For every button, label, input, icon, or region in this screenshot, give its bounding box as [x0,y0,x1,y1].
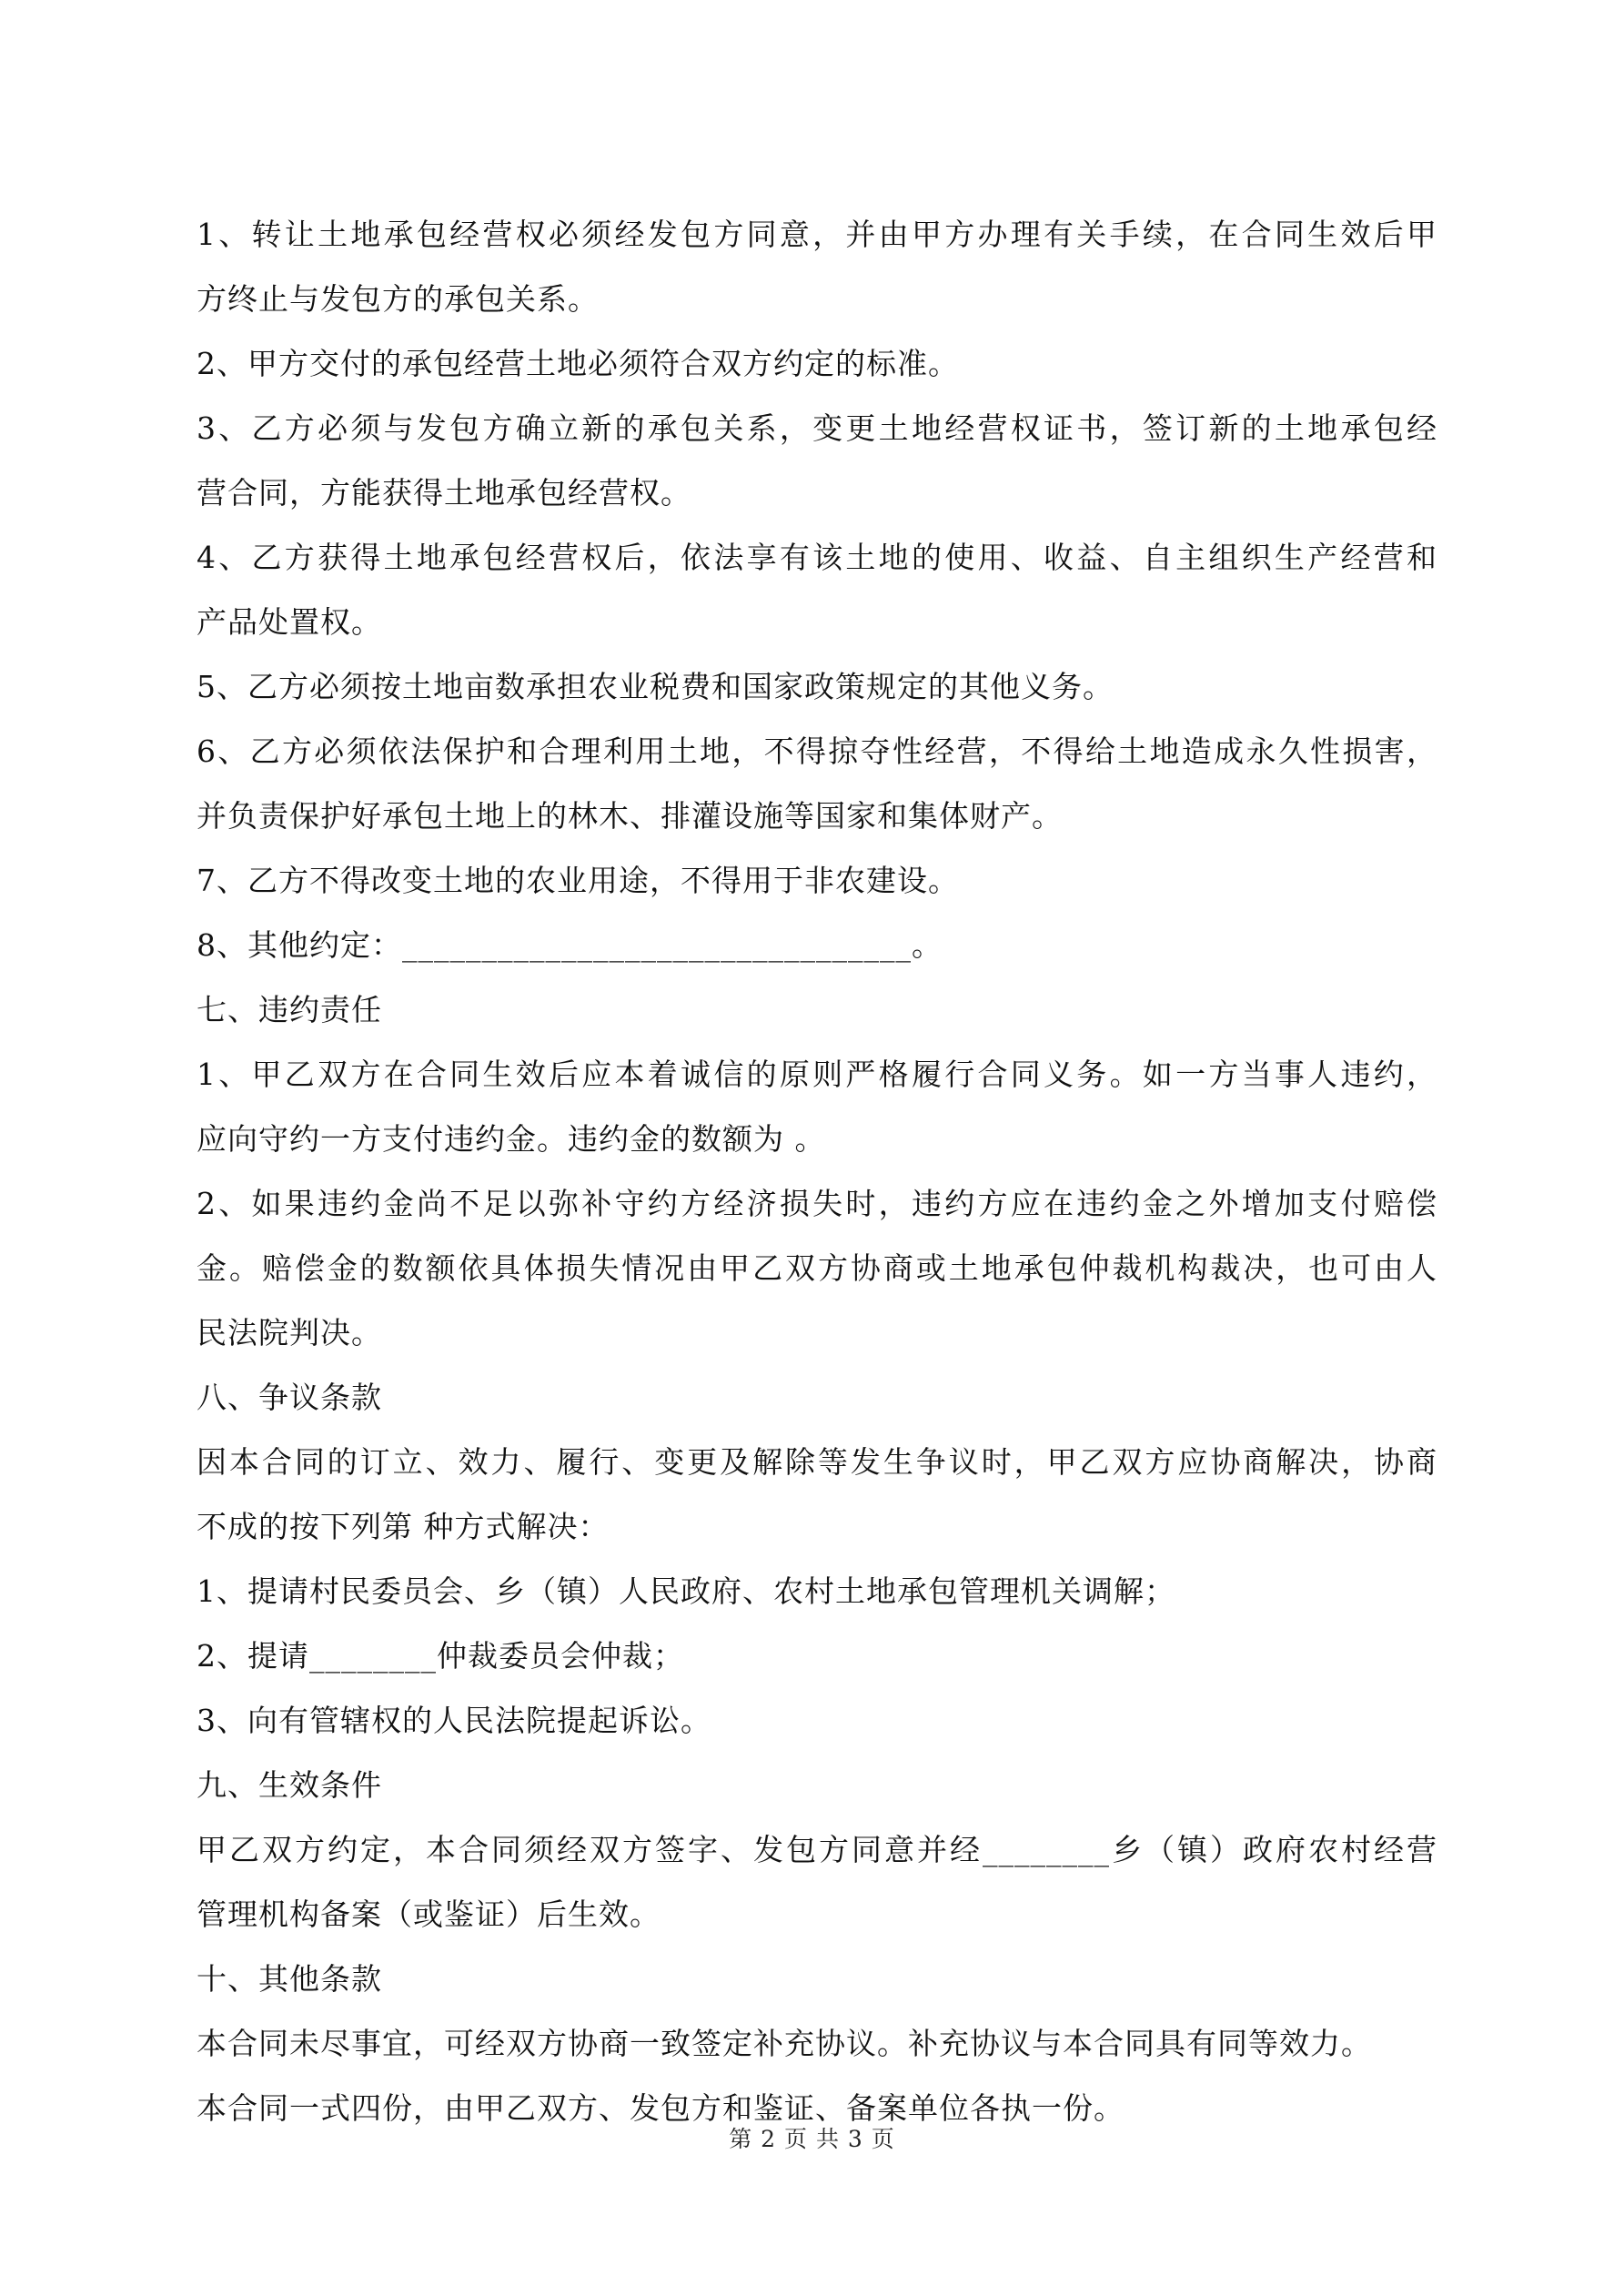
body-line: 民法院判决。 [197,1315,382,1350]
body-line: 2、如果违约金尚不足以弥补守约方经济损失时，违约方应在违约金之外增加支付赔偿 [197,1186,1437,1221]
body-line: 2、甲方交付的承包经营土地必须符合双方约定的标准。 [197,346,959,381]
body-line: 本合同一式四份，由甲乙双方、发包方和鉴证、备案单位各执一份。 [197,2090,1125,2126]
section-heading: 八、争议条款 [197,1380,382,1415]
body-line: 产品处置权。 [197,604,382,640]
body-line: 1、提请村民委员会、乡（镇）人民政府、农村土地承包管理机关调解； [197,1573,1175,1609]
body-line: 管理机构备案（或鉴证）后生效。 [197,1896,661,1932]
body-line: 不成的按下列第 种方式解决： [197,1509,610,1544]
body-line: 1、转让土地承包经营权必须经发包方同意，并由甲方办理有关手续，在合同生效后甲 [197,217,1437,252]
body-line: 金。赔偿金的数额依具体损失情况由甲乙双方协商或土地承包仲裁机构裁决，也可由人 [197,1250,1437,1286]
body-line: 8、其他约定：________________________________。 [197,927,943,963]
body-line: 6、乙方必须依法保护和合理利用土地，不得掠夺性经营，不得给土地造成永久性损害， [197,733,1437,769]
body-line: 方终止与发包方的承包关系。 [197,281,599,317]
body-line: 7、乙方不得改变土地的农业用途，不得用于非农建设。 [197,863,959,898]
page-number-footer: 第 2 页 共 3 页 [729,2126,895,2152]
section-heading: 九、生效条件 [197,1767,382,1803]
body-line: 甲乙双方约定，本合同须经双方签字、发包方同意并经________乡（镇）政府农村经营 [197,1832,1437,1867]
body-line: 应向守约一方支付违约金。违约金的数额为 。 [197,1121,826,1157]
body-line: 3、向有管辖权的人民法院提起诉讼。 [197,1703,711,1738]
body-line: 营合同，方能获得土地承包经营权。 [197,475,691,511]
body-line: 5、乙方必须按土地亩数承担农业税费和国家政策规定的其他义务。 [197,669,1114,704]
body-line: 因本合同的订立、效力、履行、变更及解除等发生争议时，甲乙双方应协商解决，协商 [197,1444,1437,1480]
document-body [197,202,1437,2140]
body-line: 1、甲乙双方在合同生效后应本着诚信的原则严格履行合同义务。如一方当事人违约， [197,1057,1437,1092]
section-heading: 十、其他条款 [197,1961,382,1997]
body-line: 4、乙方获得土地承包经营权后，依法享有该土地的使用、收益、自主组织生产经营和 [197,540,1437,575]
body-line: 2、提请________仲裁委员会仲裁； [197,1638,684,1674]
body-line: 并负责保护好承包土地上的林木、排灌设施等国家和集体财产。 [197,798,1063,834]
body-line: 本合同未尽事宜，可经双方协商一致签定补充协议。补充协议与本合同具有同等效力。 [197,2026,1372,2061]
section-heading: 七、违约责任 [197,992,382,1027]
body-line: 3、乙方必须与发包方确立新的承包关系，变更土地经营权证书，签订新的土地承包经 [197,410,1437,446]
